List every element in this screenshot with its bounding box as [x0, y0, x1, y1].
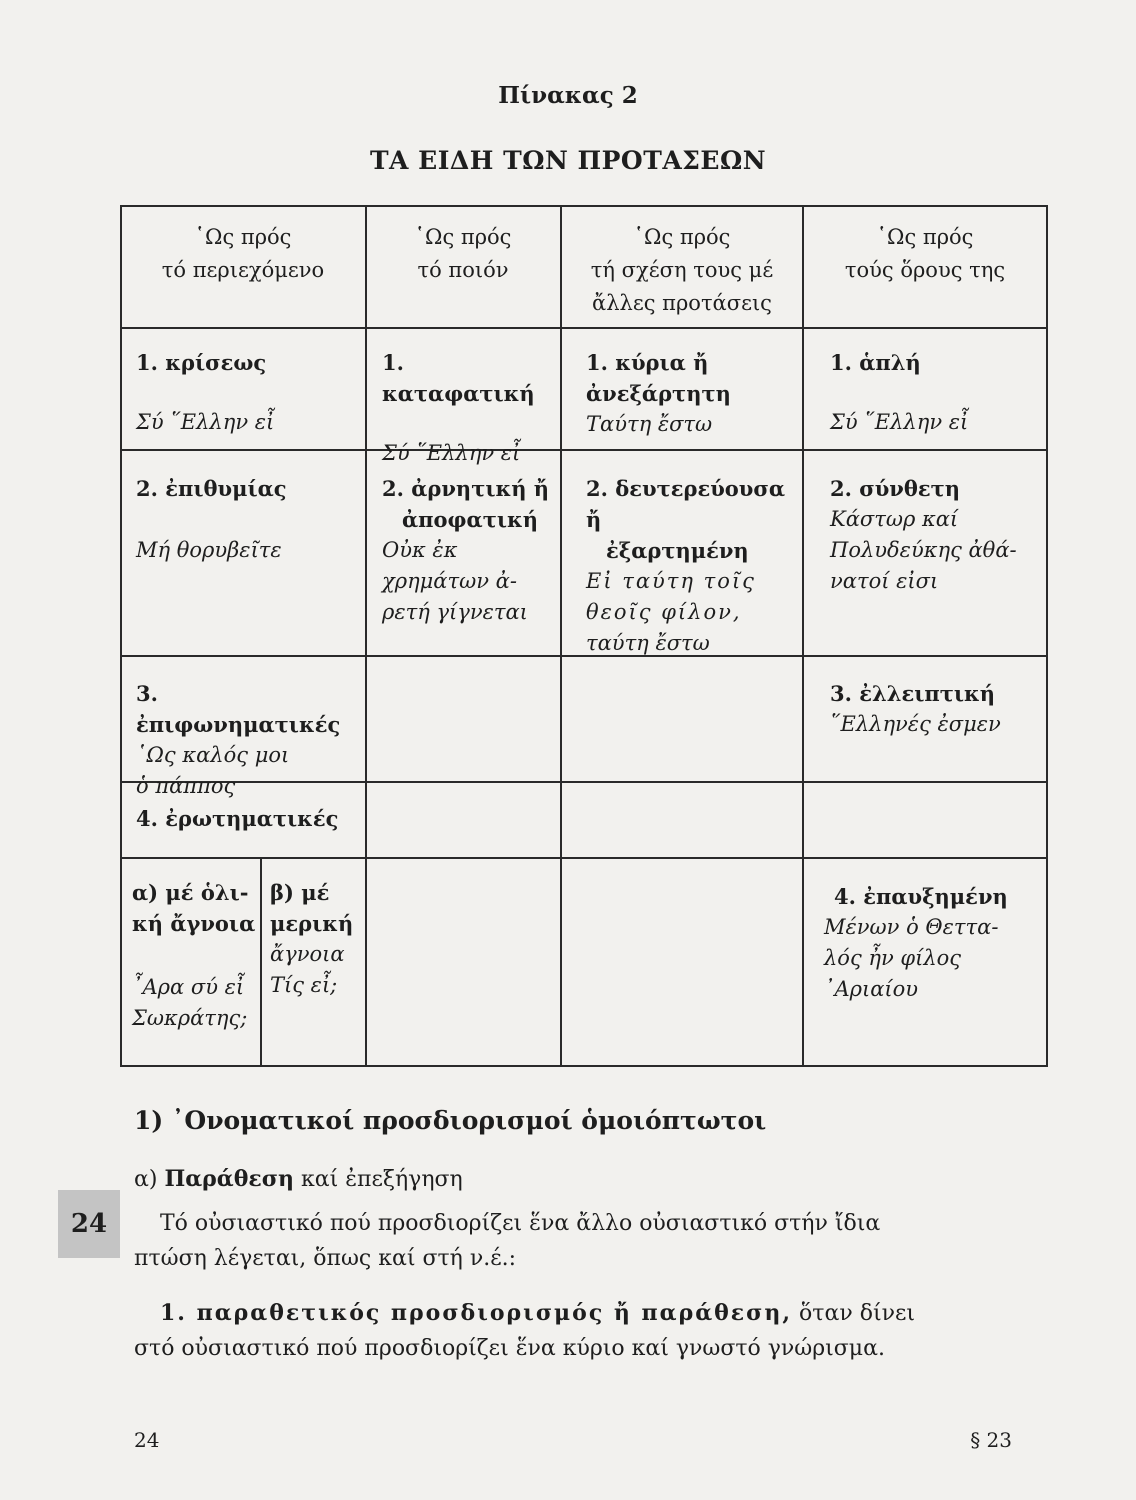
table-rule — [120, 655, 1048, 657]
subheading — [134, 1166, 463, 1192]
category-label: ἀποφατική — [402, 507, 538, 532]
subheading-rest: καί ἐπεξήγηση — [300, 1167, 463, 1192]
table-column-rule — [365, 205, 367, 1067]
category-label: 4. ἐπαυξημένη — [834, 884, 1008, 909]
subheading-bold: Παράθεση — [164, 1166, 294, 1192]
cell-subordinate — [586, 473, 800, 659]
cell-statement — [136, 347, 361, 438]
category-label: 2. ἀρνητική ἤ — [382, 476, 550, 501]
example-text: ῞Ελληνές ἐσμεν — [830, 712, 1001, 736]
header-text: ῾Ως πρός — [194, 225, 292, 249]
example-text: χρημάτων ἀ- — [382, 569, 517, 593]
paragraph-text: ὅταν δίνει — [792, 1301, 915, 1326]
cell-total-ignorance — [132, 877, 258, 1034]
header-text: ῾Ως πρός — [876, 225, 974, 249]
example-text: ᾿Αριαίου — [824, 977, 919, 1001]
example-text: ταύτη ἔστω — [586, 631, 710, 655]
example-text: Σύ ῞Ελλην εἶ — [830, 410, 969, 434]
header-relation — [564, 221, 800, 320]
header-text: τή σχέση τους μέ — [590, 258, 774, 282]
paragraph-line: Τό οὐσιαστικό πού προσδιορίζει ἕνα ἄλλο οὐσιαστικό στήν ἴδια — [160, 1211, 881, 1236]
category-label: 3. ἐπιφωνηματικές — [136, 681, 341, 737]
example-text: Ταύτη ἔστω — [586, 412, 713, 436]
table-border-right — [1046, 205, 1048, 1067]
table-border-top — [120, 205, 1048, 207]
category-label: κή ἄγνοια — [132, 911, 256, 936]
cell-augmented — [824, 881, 1044, 1005]
category-label: 4. ἐρωτηματικές — [136, 806, 339, 831]
page-number: 24 — [134, 1428, 160, 1452]
cell-exclamatory — [136, 678, 361, 802]
example-text: Πολυδεύκης ἀθά- — [830, 538, 1017, 562]
example-text: Σύ ῞Ελλην εἶ — [382, 441, 521, 465]
table-title: ΤΑ ΕΙΔΗ ΤΩΝ ΠΡΟΤΑΣΕΩΝ — [369, 146, 767, 175]
category-label: 1. κρίσεως — [136, 350, 267, 375]
example-text: ἄγνοια — [270, 942, 345, 966]
cell-simple — [830, 347, 1044, 438]
category-label: β) μέ — [270, 880, 330, 905]
category-label: ἀνεξάρτητη — [586, 381, 731, 406]
margin-number: 24 — [58, 1190, 120, 1258]
cell-affirmative — [382, 347, 558, 469]
category-label: 2. δευτερεύουσα ἤ — [586, 476, 785, 532]
cell-partial-ignorance — [270, 877, 362, 1001]
example-text: Μένων ὁ Θεττα- — [824, 915, 999, 939]
header-terms — [806, 221, 1044, 287]
header-text: τό περιεχόμενο — [161, 258, 325, 282]
header-text: τό ποιόν — [417, 258, 509, 282]
category-label: 1. ἁπλή — [830, 350, 921, 375]
section-heading: 1) ᾿Ονοματικοί προσδιορισμοί ὁμοιόπτωτοι — [134, 1106, 767, 1135]
example-text: θεοῖς φίλον, — [586, 600, 742, 624]
table-subcolumn-rule — [260, 857, 262, 1067]
table-column-rule — [560, 205, 562, 1067]
category-label: 1. κύρια ἤ — [586, 350, 709, 375]
cell-elliptical — [830, 678, 1044, 740]
category-label: ἐξαρτημένη — [606, 538, 749, 563]
category-label: 1. καταφατική — [382, 350, 535, 406]
example-text: Σωκράτης; — [132, 1006, 248, 1030]
table-rule — [120, 327, 1048, 329]
example-text: ῏Αρα σύ εἶ — [132, 975, 245, 999]
cell-compound — [830, 473, 1044, 597]
term-emphasis: 1. παραθετικός προσδιορισμός ἤ παράθεση, — [160, 1300, 793, 1326]
cell-interrogative — [136, 803, 361, 834]
table-rule — [120, 449, 1048, 451]
category-label: 3. ἐλλειπτική — [830, 681, 996, 706]
header-text: ἄλλες προτάσεις — [592, 291, 772, 315]
category-label: 2. σύνθετη — [830, 476, 961, 501]
table-caption: Πίνακας 2 — [498, 82, 638, 109]
header-quality — [369, 221, 557, 287]
paragraph-line: στό οὐσιαστικό πού προσδιορίζει ἕνα κύριο καί γνωστό γνώρισμα. — [134, 1336, 885, 1361]
example-text: ὁ πάππος — [136, 774, 236, 798]
table-column-rule — [802, 205, 804, 1067]
example-text: Σύ ῞Ελλην εἶ — [136, 410, 275, 434]
example-text: Τίς εἶ; — [270, 973, 338, 997]
header-text: τούς ὅρους της — [844, 258, 1006, 282]
header-content — [124, 221, 362, 287]
example-text: Μή θορυβεῖτε — [136, 538, 282, 562]
header-text: ῾Ως πρός — [633, 225, 731, 249]
category-label: μερική — [270, 911, 354, 936]
header-text: ῾Ως πρός — [414, 225, 512, 249]
category-label: α) μέ ὁλι- — [132, 880, 249, 905]
example-text: νατοί εἰσι — [830, 569, 939, 593]
example-text: λός ἦν φίλος — [824, 946, 962, 970]
cell-main-clause — [586, 347, 800, 440]
table-border-left — [120, 205, 122, 1067]
category-label: 2. ἐπιθυμίας — [136, 476, 287, 501]
cell-wish — [136, 473, 361, 566]
section-number: § 23 — [970, 1428, 1012, 1452]
paragraph-line: πτώση λέγεται, ὅπως καί στή ν.έ.: — [134, 1246, 517, 1271]
sentence-types-table — [120, 205, 1048, 1067]
example-text: Κάστωρ καί — [830, 507, 959, 531]
example-text: ῾Ως καλός μοι — [136, 743, 290, 767]
subheading-label: α) — [134, 1167, 158, 1192]
example-text: Εἰ ταύτη τοῖς — [586, 569, 756, 593]
paragraph-line — [134, 1296, 1014, 1331]
example-text: ρετή γίγνεται — [382, 600, 528, 624]
example-text: Οὐκ ἐκ — [382, 538, 458, 562]
cell-negative — [382, 473, 558, 628]
